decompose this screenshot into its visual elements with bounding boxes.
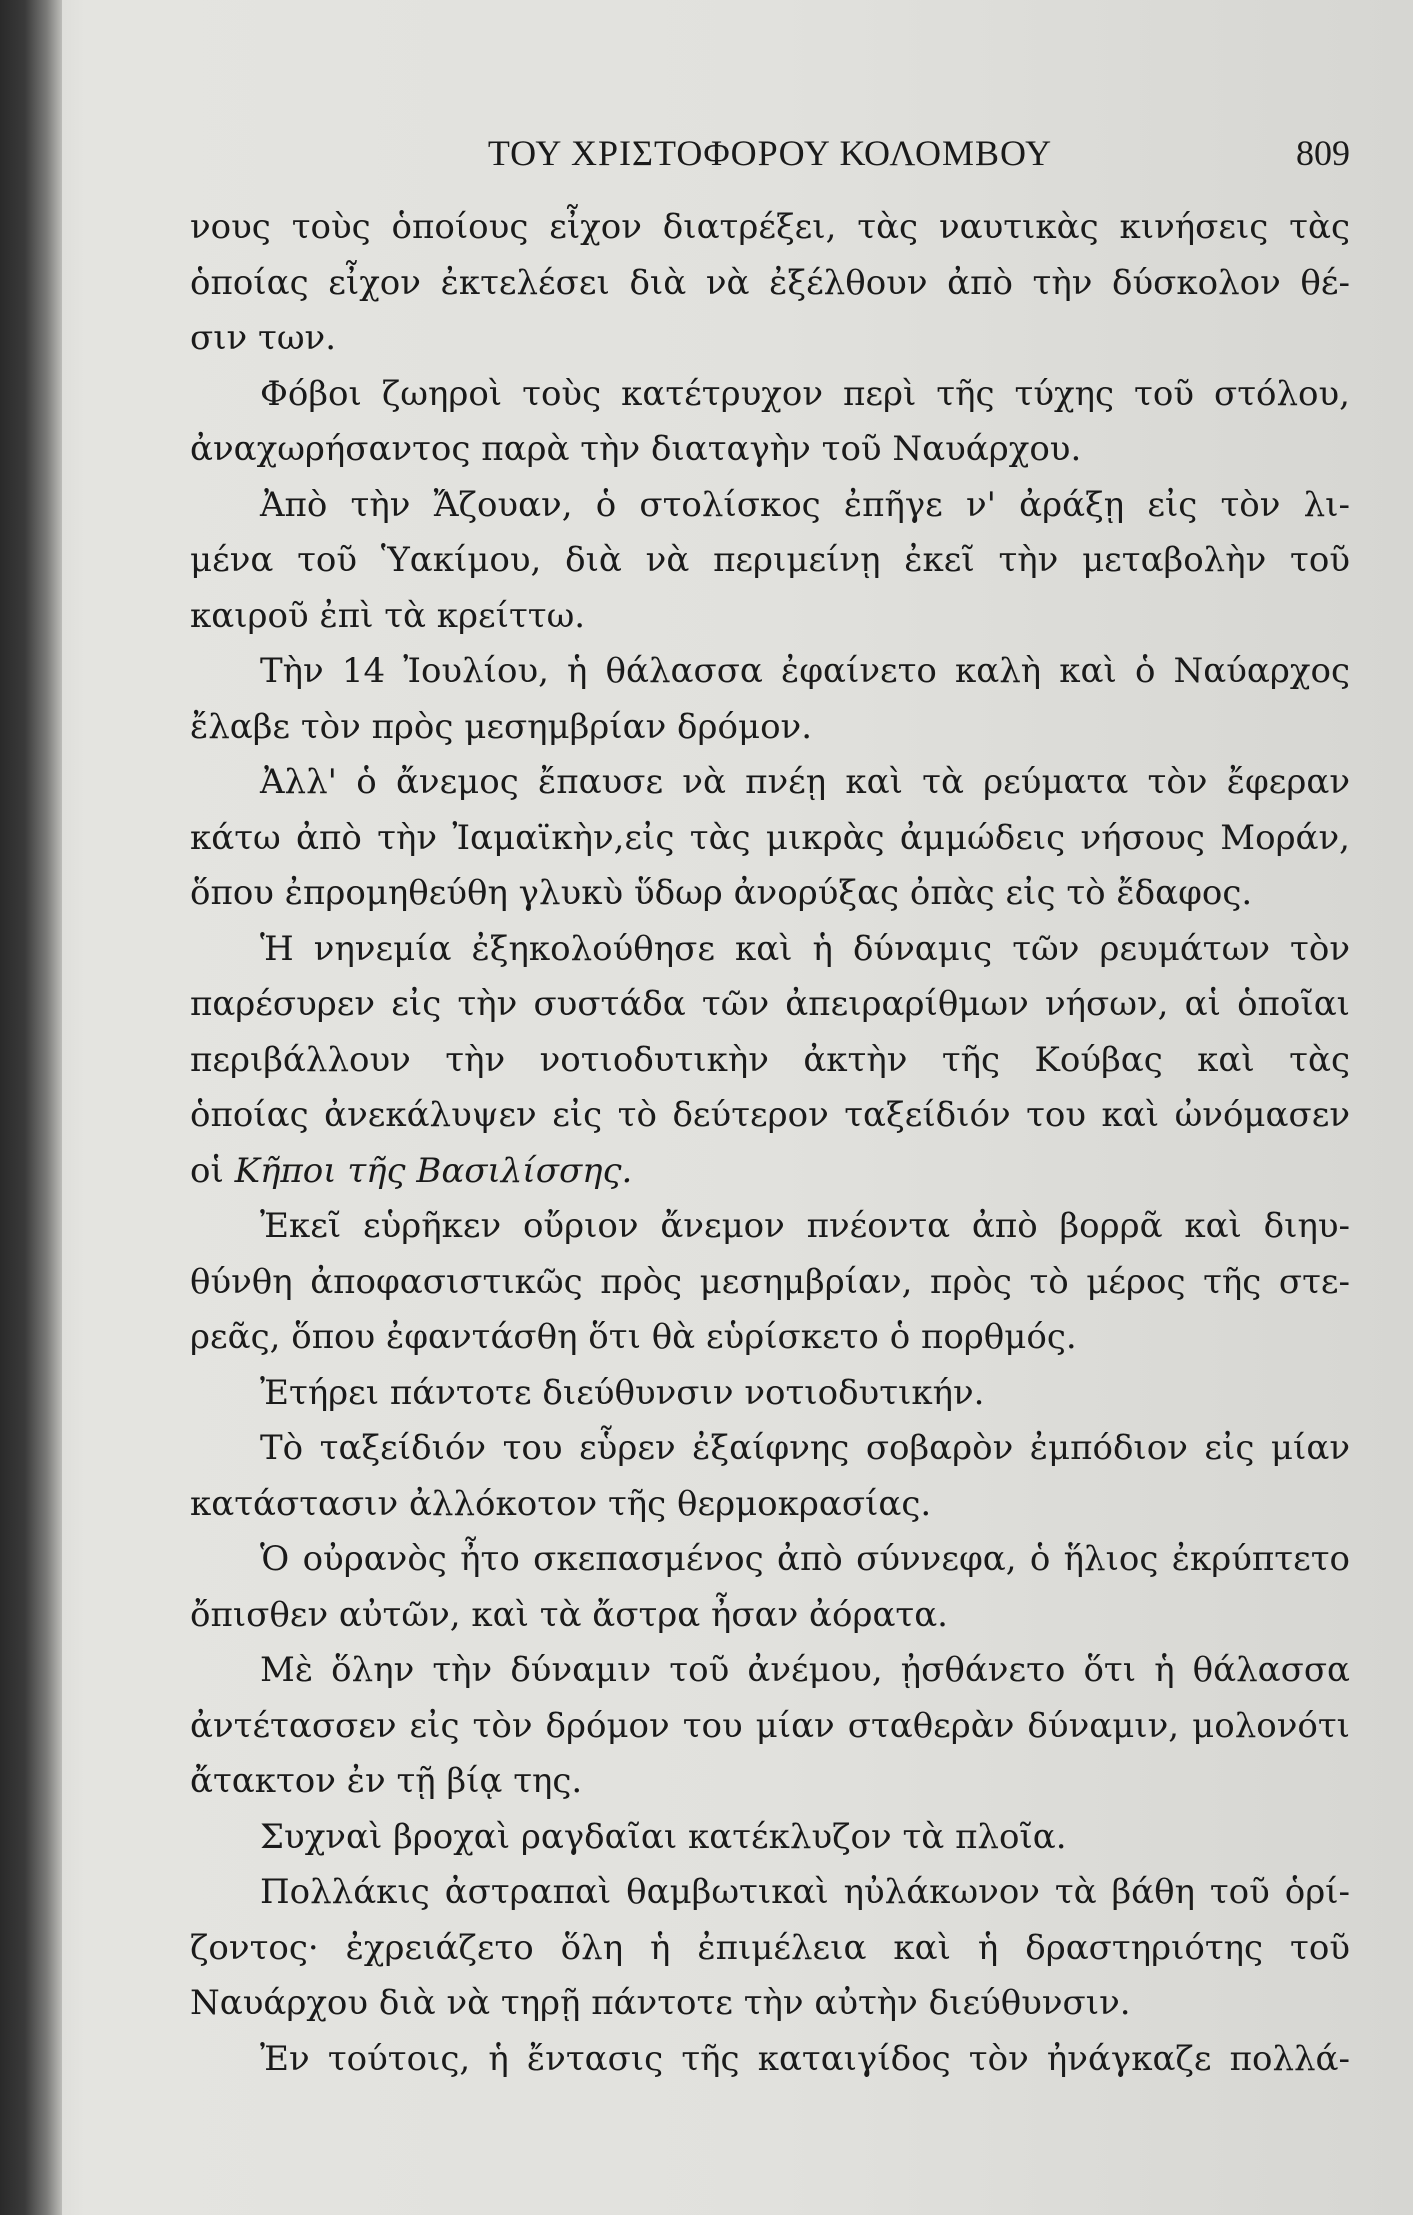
text-line: Ἀπὸ τὴν Ἄζουαν, ὁ στολίσκος ἐπῆγε ν' ἀράξῃ εἰς τὸν λι- xyxy=(260,484,1350,525)
body-text xyxy=(190,200,1350,2087)
text-line: ὄπισθεν αὐτῶν, καὶ τὰ ἄστρα ἦσαν ἀόρατα. xyxy=(190,1594,948,1635)
text-line: κατάστασιν ἀλλόκοτον τῆς θερμοκρασίας. xyxy=(190,1483,932,1524)
text-line: ὁποίας εἶχον ἐκτελέσει διὰ νὰ ἐξέλθουν ἀπὸ τὴν δύσκολον θέ- xyxy=(190,262,1350,303)
text-line: ρεᾶς, ὅπου ἐφαντάσθη ὅτι θὰ εὑρίσκετο ὁ πορθμός. xyxy=(190,1317,1077,1357)
text-line: Ναυάρχου διὰ νὰ τηρῇ πάντοτε τὴν αὐτὴν διεύθυνσιν. xyxy=(190,1983,1131,2023)
page-header xyxy=(190,128,1350,178)
text-line: μένα τοῦ Ὑακίμου, διὰ νὰ περιμείνῃ ἐκεῖ τὴν μεταβολὴν τοῦ xyxy=(190,540,1350,580)
text-line: καιροῦ ἐπὶ τὰ κρείττω. xyxy=(190,595,586,636)
page-number: 809 xyxy=(1296,133,1350,173)
text-line: ἄτακτον ἐν τῇ βίᾳ της. xyxy=(190,1761,583,1801)
text-line: Μὲ ὅλην τὴν δύναμιν τοῦ ἀνέμου, ᾐσθάνετο ὅτι ἡ θάλασσα xyxy=(260,1650,1350,1690)
text-line: Ἐτήρει πάντοτε διεύθυνσιν νοτιοδυτικήν. xyxy=(260,1372,985,1413)
text-line: Συχναὶ βροχαὶ ραγδαῖαι κατέκλυζον τὰ πλοῖα. xyxy=(260,1816,1067,1857)
text-line: ζοντος· ἐχρειάζετο ὅλη ἡ ἐπιμέλεια καὶ ἡ δραστηριότης τοῦ xyxy=(190,1927,1350,1968)
text-line: Τὴν 14 Ἰουλίου, ἡ θάλασσα ἐφαίνετο καλὴ καὶ ὁ Ναύαρχος xyxy=(260,651,1350,691)
text-line: Ἡ νηνεμία ἐξηκολούθησε καὶ ἡ δύναμις τῶν ρευμάτων τὸν xyxy=(260,928,1350,969)
book-spine-shadow xyxy=(0,0,62,2215)
text-line: κάτω ἀπὸ τὴν Ἰαμαϊκὴν,εἰς τὰς μικρὰς ἀμμώδεις νήσους Μοράν, xyxy=(190,817,1350,858)
text-line: περιβάλλουν τὴν νοτιοδυτικὴν ἀκτὴν τῆς Κούβας καὶ τὰς xyxy=(190,1039,1350,1080)
text-line: Ἐν τούτοις, ἡ ἔντασις τῆς καταιγίδος τὸν ἠνάγκαζε πολλά- xyxy=(260,2038,1350,2079)
text-line: οἱ Κῆποι τῆς Βασιλίσσης. xyxy=(190,1150,633,1191)
text-line: θύνθη ἀποφασιστικῶς πρὸς μεσημβρίαν, πρὸς τὸ μέρος τῆς στε- xyxy=(190,1261,1350,1302)
text-line: Τὸ ταξείδιόν του εὗρεν ἐξαίφνης σοβαρὸν ἐμπόδιον εἰς μίαν xyxy=(260,1428,1350,1468)
text-line: Ἐκεῖ εὑρῆκεν οὔριον ἄνεμον πνέοντα ἀπὸ βορρᾶ καὶ διηυ- xyxy=(260,1206,1350,1246)
text-line: νους τοὺς ὁποίους εἶχον διατρέξει, τὰς ναυτικὰς κινήσεις τὰς xyxy=(190,207,1350,247)
text-line: Φόβοι ζωηροὶ τοὺς κατέτρυχον περὶ τῆς τύχης τοῦ στόλου, xyxy=(260,373,1350,414)
text-line: Πολλάκις ἀστραπαὶ θαμβωτικαὶ ηὐλάκωνον τὰ βάθη τοῦ ὁρί- xyxy=(260,1872,1350,1912)
text-line: ἀντέτασσεν εἰς τὸν δρόμον του μίαν σταθερὰν δύναμιν, μολονότι xyxy=(190,1705,1350,1746)
text-line: ἔλαβε τὸν πρὸς μεσημβρίαν δρόμον. xyxy=(190,706,813,747)
text-line: ὅπου ἐπρομηθεύθη γλυκὺ ὕδωρ ἀνορύξας ὀπὰς εἰς τὸ ἔδαφος. xyxy=(190,873,1253,913)
text-line: σιν των. xyxy=(190,318,337,358)
text-line: ἀναχωρήσαντος παρὰ τὴν διαταγὴν τοῦ Ναυάρχου. xyxy=(190,429,1082,469)
text-line: Ἀλλ' ὁ ἄνεμος ἔπαυσε νὰ πνέῃ καὶ τὰ ρεύματα τὸν ἔφεραν xyxy=(260,762,1350,802)
text-line: ὁποίας ἀνεκάλυψεν εἰς τὸ δεύτερον ταξείδιόν του καὶ ὠνόμασεν xyxy=(190,1095,1350,1135)
text-line: Ὁ οὐρανὸς ἦτο σκεπασμένος ἀπὸ σύννεφα, ὁ ἥλιος ἐκρύπτετο xyxy=(260,1539,1350,1579)
text-line: παρέσυρεν εἰς τὴν συστάδα τῶν ἀπειραρίθμων νήσων, αἱ ὁποῖαι xyxy=(190,984,1350,1024)
running-title: ΤΟΥ ΧΡΙΣΤΟΦΟΡΟΥ ΚΟΛΟΜΒΟΥ xyxy=(487,133,1053,173)
